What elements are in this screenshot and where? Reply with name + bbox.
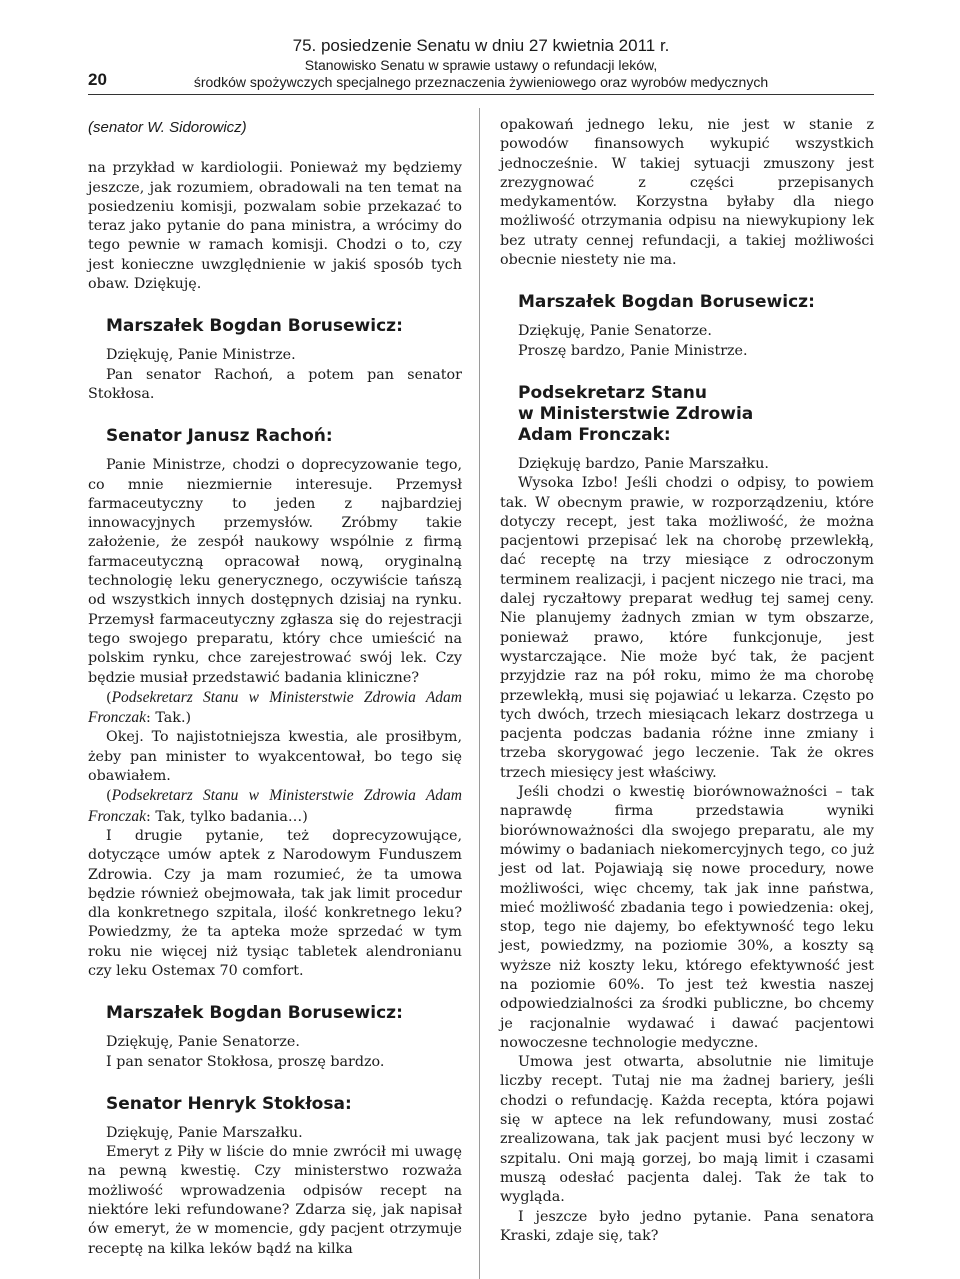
paragraph: Jeśli chodzi o kwestię biorównoważności – tak naprawdę firma przedstawia wyniki biorównoważności dla swojego preparatu, ale my mówimy o badaniach niekomercyjnych tego, co już jest od lat. Pojawiają się nowe procedury, nowe możliwości, więc chcemy, tak jak inne państwa, mieć możliwość zbadania tego i powiedzenia: okej, stop, tego nie dajemy, bo efektywność tego leku jest, powiedzmy, na poziomie 30%, a koszty są wyższe niż koszty leku, którego efektywność jest na poziomie 60%. To jest też kwestia naszej odpowiedzialności za środki publiczne, bo chcemy je racjonalnie wydawać i dawać pacjentowi nowoczesne technologie medyczne. bbox=[500, 784, 874, 1051]
paragraph: Dziękuję, Panie Senatorze. bbox=[518, 323, 712, 340]
column-divider bbox=[479, 108, 480, 1279]
page-header bbox=[88, 36, 874, 95]
paragraph: I pan senator Stokłosa, proszę bardzo. bbox=[106, 1053, 385, 1070]
speaker-heading: Marszałek Bogdan Borusewicz: bbox=[518, 292, 815, 313]
left-column bbox=[88, 116, 462, 1259]
speaker-heading-line2: w Ministerstwie Zdrowia bbox=[518, 403, 754, 424]
paragraph: Dziękuję bardzo, Panie Marszałku. bbox=[518, 455, 769, 472]
interjection-speaker: Podsekretarz Stanu w Ministerstwie Zdrowia Adam Fronczak bbox=[88, 688, 462, 727]
interjection-text: : Tak, tylko badania…) bbox=[145, 808, 308, 825]
paragraph: Wysoka Izbo! Jeśli chodzi o odpisy, to powiem tak. W obecnym prawie, w rozporządzeniu, które dotyczy recept, jest taka możliwość, że można pacjentowi przepisać lek na chorobę przewlekłą, dać receptę na trzy miesiące z odroczonym terminem realizacji, i pacjent niczego nie traci, ma dalej ryczałtowy preparat według tej samej ceny. Nie planujemy żadnych zmian w tym obszarze, ponieważ prawo, które funkcjonuje, jest wystarczające. Nie może być tak, że pacjent przyjdzie raz na pół roku, mimo że ma chorobę przewlekłą, musi się pojawiać u lekarza. Często po tych dwóch, trzech miesiącach lekarz dostrzega u pacjenta podczas badania różne inne zmiany i trzeba skorygować jego leczenie. Tak że okres trzech miesięcy jest właściwy. bbox=[500, 475, 874, 781]
paragraph: na przykład w kardiologii. Ponieważ my będziemy jeszcze, jak rozumiem, obradowali na ten temat na posiedzeniu komisji, pozwalam sobie przekazać to teraz jako pytanie do pana ministra, a wrócimy do tego pewnie w ramach komisji. Chodzi o to, czy jest konieczne uwzględnienie w jakiś sposób tych obaw. Dziękuję. bbox=[88, 160, 462, 293]
paragraph: Okej. To najistotniejsza kwestia, ale prosiłbym, żeby pan minister to wyakcentował, bo tego się obawiałem. bbox=[88, 729, 462, 785]
speaker-heading-line1: Podsekretarz Stanu bbox=[518, 382, 708, 403]
paragraph: Dziękuję, Panie Senatorze. bbox=[106, 1034, 300, 1051]
paragraph: opakowań jednego leku, nie jest w stanie z powodów finansowych wykupić wszystkich jednocześnie. W takiej sytuacji zmuszony jest zrezygnować z części przepisanych medykamentów. Korzystna byłaby dla niego możliwość otrzymania odpisu na niewykupiony lek bez utraty cennej refundacji, a takiej możliwości obecnie niestety nie ma. bbox=[500, 117, 874, 269]
paragraph: Dziękuję, Panie Marszałku. bbox=[106, 1124, 303, 1141]
header-subtitle-line2: środków spożywczych specjalnego przeznaczenia żywieniowego oraz wyrobów medycznych bbox=[193, 74, 769, 90]
speaker-heading: Senator Janusz Rachoń: bbox=[106, 426, 333, 447]
speaker-heading: Marszałek Bogdan Borusewicz: bbox=[106, 316, 403, 337]
paragraph: I drugie pytanie, też doprecyzowujące, dotyczące umów aptek z Narodowym Funduszem Zdrowia. Czy ja mam rozumieć, że ta umowa będzie również obejmowała, tak jak limit procedur dla konkretnego szpitala, ilość konkretnego leku? Powiedzmy, że ta apteka może sprzedać w tym roku nie więcej niż tysiąc tabletek alendronianu czy leku Ostemax 70 comfort. bbox=[88, 827, 462, 979]
speaker-heading: Marszałek Bogdan Borusewicz: bbox=[106, 1003, 403, 1024]
paragraph: Panie Ministrze, chodzi o doprecyzowanie tego, co mnie niezmiernie interesuje. Przemysł farmaceutyczny to jeden z najbardziej innowacyjnych przemysłów. Zróbmy takie założenie, że zespół naukowy wspólnie z firmą farmaceutyczną opracował nową, oryginalną technologię leku generycznego, oczywiście tańszą od wszystkich innych dostępnych dzisiaj na rynku. Przemysł farmaceutyczny zgłasza się do rejestracji tego swojego preparatu, który chce umieścić na polskim rynku, chce zarejestrować swój lek. Czy będzie musiał przedstawić badania kliniczne? bbox=[88, 457, 462, 686]
right-column bbox=[500, 116, 874, 1246]
interjection bbox=[88, 688, 462, 729]
header-subtitle-line1: Stanowisko Senatu w sprawie ustawy o refundacji leków, bbox=[304, 57, 658, 73]
interjection bbox=[88, 786, 462, 827]
paragraph: Umowa jest otwarta, absolutnie nie limituje liczby recept. Tutaj nie ma żadnej bariery, jeśli chodzi o refundację. Każda recepta, która pojawi się w aptece na lek refundowany, musi zostać zrealizowana, tak jak pacjent musi być leczony w szpitalu. Oni mają gorzej, bo mają limit i czasami muszą odesłać pacjenta dalej. Tak że tak to wygląda. bbox=[500, 1054, 874, 1206]
speaker-heading-line3: Adam Fronczak: bbox=[518, 424, 671, 445]
interjection-text: : Tak.) bbox=[145, 710, 192, 727]
paragraph: Emeryt z Piły w liście do mnie zwrócił mi uwagę na pewną kwestię. Czy ministerstwo rozważa możliwość wprowadzenia odpisów recept na niektóre leki refundowane? Zdarza się, jak napisał ów emeryt, że w momencie, gdy pacjent otrzymuje receptę na kilka leków bądź na kilka bbox=[88, 1144, 462, 1257]
paragraph: Proszę bardzo, Panie Ministrze. bbox=[518, 342, 748, 359]
interjection-paren: ( bbox=[106, 788, 112, 805]
page-number: 20 bbox=[88, 70, 107, 89]
paragraph: Dziękuję, Panie Ministrze. bbox=[106, 347, 296, 364]
speaker-heading: Senator Henryk Stokłosa: bbox=[106, 1093, 352, 1114]
speaker-heading bbox=[518, 383, 874, 446]
paragraph: Pan senator Rachoń, a potem pan senator Stokłosa. bbox=[88, 366, 462, 402]
header-title: 75. posiedzenie Senatu w dniu 27 kwietnia 2011 r. bbox=[292, 36, 670, 55]
interjection-paren: ( bbox=[106, 689, 112, 706]
paragraph: I jeszcze było jedno pytanie. Pana senatora Kraski, zdaje się, tak? bbox=[500, 1208, 874, 1244]
interjection-speaker: Podsekretarz Stanu w Ministerstwie Zdrowia Adam Fronczak bbox=[88, 787, 462, 825]
speaker-continuation-note: (senator W. Sidorowicz) bbox=[88, 119, 247, 136]
